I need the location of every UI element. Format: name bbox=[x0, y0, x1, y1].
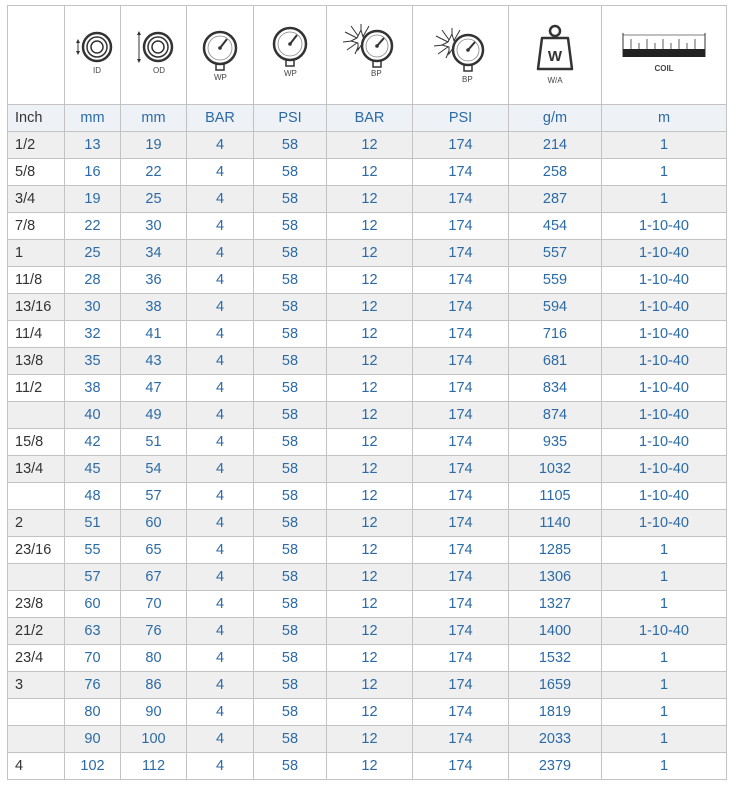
bp-psi-cell: 174 bbox=[413, 591, 509, 618]
inner-diameter-mm-cell: 102 bbox=[65, 753, 121, 780]
inner-diameter-mm-cell: 90 bbox=[65, 726, 121, 753]
bp-psi-cell: 174 bbox=[413, 375, 509, 402]
wp-bar-cell: 4 bbox=[187, 240, 254, 267]
bp-psi-cell: 174 bbox=[413, 645, 509, 672]
inner-diameter-mm-cell: 32 bbox=[65, 321, 121, 348]
weight-gm-cell: 454 bbox=[509, 213, 602, 240]
coil-header bbox=[602, 6, 727, 105]
table-row bbox=[8, 240, 727, 267]
inner-diameter-mm-cell: 40 bbox=[65, 402, 121, 429]
bp-bar-cell: 12 bbox=[327, 672, 413, 699]
table-row bbox=[8, 267, 727, 294]
wp-bar-cell: 4 bbox=[187, 537, 254, 564]
outer-diameter-mm-cell: 43 bbox=[121, 348, 187, 375]
size-inch-cell: 7/8 bbox=[8, 213, 65, 240]
bp-psi-cell: 174 bbox=[413, 699, 509, 726]
coil-length-cell: 1-10-40 bbox=[602, 375, 727, 402]
wp-bar-cell: 4 bbox=[187, 726, 254, 753]
wp-bar-cell: 4 bbox=[187, 699, 254, 726]
wp-psi-cell: 58 bbox=[254, 510, 327, 537]
bp-bar-cell: 12 bbox=[327, 375, 413, 402]
bp-psi-cell: 174 bbox=[413, 294, 509, 321]
wp-bar-cell: 4 bbox=[187, 294, 254, 321]
unit-bp-psi: PSI bbox=[413, 105, 509, 132]
size-inch-cell: 3/4 bbox=[8, 186, 65, 213]
outer-diameter-mm-cell: 49 bbox=[121, 402, 187, 429]
bp-psi-cell: 174 bbox=[413, 186, 509, 213]
wp-bar-label: WP bbox=[214, 73, 227, 82]
bp-psi-cell: 174 bbox=[413, 537, 509, 564]
inner-diameter-mm-cell: 76 bbox=[65, 672, 121, 699]
outer-diameter-mm-cell: 100 bbox=[121, 726, 187, 753]
weight-gm-cell: 1400 bbox=[509, 618, 602, 645]
inner-diameter-mm-cell: 30 bbox=[65, 294, 121, 321]
weight-gm-cell: 1306 bbox=[509, 564, 602, 591]
wp-psi-cell: 58 bbox=[254, 240, 327, 267]
bp-bar-cell: 12 bbox=[327, 186, 413, 213]
outer-diameter-mm-cell: 47 bbox=[121, 375, 187, 402]
size-inch-cell: 21/2 bbox=[8, 618, 65, 645]
weight-gm-cell: 716 bbox=[509, 321, 602, 348]
size-inch-cell: 5/8 bbox=[8, 159, 65, 186]
inner-diameter-mm-cell: 25 bbox=[65, 240, 121, 267]
table-row bbox=[8, 294, 727, 321]
table-row bbox=[8, 159, 727, 186]
outer-diameter-mm-cell: 19 bbox=[121, 132, 187, 159]
size-inch-cell: 11/8 bbox=[8, 267, 65, 294]
wp-bar-cell: 4 bbox=[187, 483, 254, 510]
wp-psi-cell: 58 bbox=[254, 537, 327, 564]
outer-diameter-mm-cell: 38 bbox=[121, 294, 187, 321]
inner-diameter-header bbox=[65, 6, 121, 105]
wp-psi-cell: 58 bbox=[254, 699, 327, 726]
outer-diameter-mm-cell: 54 bbox=[121, 456, 187, 483]
inner-diameter-mm-cell: 22 bbox=[65, 213, 121, 240]
bp-bar-cell: 12 bbox=[327, 402, 413, 429]
table-row bbox=[8, 213, 727, 240]
burst-gauge-icon bbox=[339, 22, 401, 88]
size-inch-cell: 13/8 bbox=[8, 348, 65, 375]
size-inch-cell: 11/2 bbox=[8, 375, 65, 402]
outer-diameter-icon bbox=[129, 25, 179, 85]
weight-gm-cell: 1105 bbox=[509, 483, 602, 510]
size-inch-cell: 23/4 bbox=[8, 645, 65, 672]
weight-icon bbox=[530, 23, 580, 87]
coil-length-cell: 1-10-40 bbox=[602, 510, 727, 537]
outer-diameter-mm-cell: 76 bbox=[121, 618, 187, 645]
bp-bar-cell: 12 bbox=[327, 456, 413, 483]
wp-bar-cell: 4 bbox=[187, 375, 254, 402]
hose-spec-table bbox=[7, 5, 727, 780]
unit-bp-bar: BAR bbox=[327, 105, 413, 132]
bp-psi-cell: 174 bbox=[413, 132, 509, 159]
bp-psi-cell: 174 bbox=[413, 483, 509, 510]
bp-bar-cell: 12 bbox=[327, 645, 413, 672]
coil-length-cell: 1 bbox=[602, 699, 727, 726]
wp-bar-cell: 4 bbox=[187, 456, 254, 483]
table-row bbox=[8, 321, 727, 348]
coil-length-cell: 1-10-40 bbox=[602, 348, 727, 375]
bp-psi-cell: 174 bbox=[413, 321, 509, 348]
outer-diameter-mm-cell: 57 bbox=[121, 483, 187, 510]
outer-diameter-mm-cell: 70 bbox=[121, 591, 187, 618]
coil-length-cell: 1 bbox=[602, 726, 727, 753]
bp-bar-cell: 12 bbox=[327, 537, 413, 564]
table-row bbox=[8, 564, 727, 591]
table-row bbox=[8, 726, 727, 753]
inner-diameter-mm-cell: 13 bbox=[65, 132, 121, 159]
inner-diameter-mm-cell: 60 bbox=[65, 591, 121, 618]
wp-psi-cell: 58 bbox=[254, 456, 327, 483]
wp-psi-cell: 58 bbox=[254, 321, 327, 348]
weight-gm-cell: 681 bbox=[509, 348, 602, 375]
od-label: OD bbox=[152, 66, 165, 75]
outer-diameter-mm-cell: 34 bbox=[121, 240, 187, 267]
outer-diameter-mm-cell: 112 bbox=[121, 753, 187, 780]
size-inch-cell: 13/4 bbox=[8, 456, 65, 483]
coil-length-cell: 1 bbox=[602, 753, 727, 780]
coil-length-cell: 1-10-40 bbox=[602, 267, 727, 294]
inner-diameter-mm-cell: 48 bbox=[65, 483, 121, 510]
wp-psi-cell: 58 bbox=[254, 294, 327, 321]
table-row bbox=[8, 348, 727, 375]
size-inch-cell: 1 bbox=[8, 240, 65, 267]
wp-psi-cell: 58 bbox=[254, 267, 327, 294]
bp-psi-cell: 174 bbox=[413, 672, 509, 699]
weight-gm-cell: 594 bbox=[509, 294, 602, 321]
bp-bar-cell: 12 bbox=[327, 618, 413, 645]
coil-length-cell: 1 bbox=[602, 645, 727, 672]
table-row bbox=[8, 483, 727, 510]
wp-psi-cell: 58 bbox=[254, 618, 327, 645]
size-inch-cell: 23/16 bbox=[8, 537, 65, 564]
bp-bar-cell: 12 bbox=[327, 510, 413, 537]
wp-bar-cell: 4 bbox=[187, 645, 254, 672]
wp-bar-cell: 4 bbox=[187, 564, 254, 591]
coil-ruler-icon bbox=[619, 27, 709, 83]
weight-gm-cell: 258 bbox=[509, 159, 602, 186]
weight-gm-cell: 834 bbox=[509, 375, 602, 402]
inner-diameter-mm-cell: 70 bbox=[65, 645, 121, 672]
wp-bar-cell: 4 bbox=[187, 753, 254, 780]
table-row bbox=[8, 429, 727, 456]
table-row bbox=[8, 537, 727, 564]
weight-gm-cell: 2033 bbox=[509, 726, 602, 753]
unit-wp-psi: PSI bbox=[254, 105, 327, 132]
inner-diameter-icon bbox=[68, 25, 118, 85]
wp-psi-cell: 58 bbox=[254, 726, 327, 753]
outer-diameter-mm-cell: 80 bbox=[121, 645, 187, 672]
coil-length-cell: 1 bbox=[602, 537, 727, 564]
inner-diameter-mm-cell: 51 bbox=[65, 510, 121, 537]
weight-gm-cell: 1532 bbox=[509, 645, 602, 672]
bp-bar-cell: 12 bbox=[327, 564, 413, 591]
outer-diameter-mm-cell: 30 bbox=[121, 213, 187, 240]
unit-wp-bar: BAR bbox=[187, 105, 254, 132]
wp-bar-cell: 4 bbox=[187, 132, 254, 159]
coil-label: COIL bbox=[654, 64, 674, 73]
weight-gm-cell: 1140 bbox=[509, 510, 602, 537]
bp-psi-cell: 174 bbox=[413, 402, 509, 429]
coil-length-cell: 1 bbox=[602, 159, 727, 186]
size-inch-cell: 11/4 bbox=[8, 321, 65, 348]
size-inch-cell: 1/2 bbox=[8, 132, 65, 159]
coil-length-cell: 1-10-40 bbox=[602, 402, 727, 429]
table-row bbox=[8, 672, 727, 699]
size-inch-cell bbox=[8, 699, 65, 726]
inner-diameter-mm-cell: 57 bbox=[65, 564, 121, 591]
outer-diameter-mm-cell: 36 bbox=[121, 267, 187, 294]
weight-glyph: W bbox=[547, 48, 563, 65]
bp-bar-cell: 12 bbox=[327, 159, 413, 186]
wp-psi-cell: 58 bbox=[254, 672, 327, 699]
weight-gm-cell: 2379 bbox=[509, 753, 602, 780]
bp-psi-cell: 174 bbox=[413, 564, 509, 591]
coil-length-cell: 1 bbox=[602, 591, 727, 618]
bp-bar-cell: 12 bbox=[327, 321, 413, 348]
bp-bar-cell: 12 bbox=[327, 294, 413, 321]
coil-length-cell: 1-10-40 bbox=[602, 240, 727, 267]
size-inch-cell bbox=[8, 726, 65, 753]
weight-gm-cell: 1819 bbox=[509, 699, 602, 726]
wp-bar-cell: 4 bbox=[187, 618, 254, 645]
inner-diameter-mm-cell: 28 bbox=[65, 267, 121, 294]
bp-psi-cell: 174 bbox=[413, 213, 509, 240]
coil-length-cell: 1 bbox=[602, 132, 727, 159]
weight-gm-cell: 1659 bbox=[509, 672, 602, 699]
bp-psi-cell: 174 bbox=[413, 267, 509, 294]
size-inch-cell bbox=[8, 402, 65, 429]
bp-bar-cell: 12 bbox=[327, 483, 413, 510]
bp-bar-cell: 12 bbox=[327, 753, 413, 780]
size-inch-cell bbox=[8, 483, 65, 510]
burst-pressure-psi-header bbox=[413, 6, 509, 105]
coil-length-cell: 1-10-40 bbox=[602, 456, 727, 483]
bp-bar-cell: 12 bbox=[327, 591, 413, 618]
coil-length-cell: 1 bbox=[602, 186, 727, 213]
outer-diameter-header bbox=[121, 6, 187, 105]
wp-bar-cell: 4 bbox=[187, 186, 254, 213]
wp-bar-cell: 4 bbox=[187, 348, 254, 375]
wp-bar-cell: 4 bbox=[187, 321, 254, 348]
burst-pressure-bar-header bbox=[327, 6, 413, 105]
size-inch-cell: 15/8 bbox=[8, 429, 65, 456]
coil-length-cell: 1-10-40 bbox=[602, 294, 727, 321]
bp-psi-cell: 174 bbox=[413, 753, 509, 780]
weight-gm-cell: 559 bbox=[509, 267, 602, 294]
bp-psi-cell: 174 bbox=[413, 240, 509, 267]
burst-gauge-icon bbox=[430, 20, 492, 90]
inner-diameter-mm-cell: 55 bbox=[65, 537, 121, 564]
size-inch-cell: 23/8 bbox=[8, 591, 65, 618]
unit-coil: m bbox=[602, 105, 727, 132]
coil-length-cell: 1-10-40 bbox=[602, 618, 727, 645]
wp-psi-cell: 58 bbox=[254, 753, 327, 780]
coil-length-cell: 1-10-40 bbox=[602, 213, 727, 240]
bp-psi-cell: 174 bbox=[413, 510, 509, 537]
blank-header-cell bbox=[8, 6, 65, 105]
table-row bbox=[8, 402, 727, 429]
weight-gm-cell: 1327 bbox=[509, 591, 602, 618]
coil-length-cell: 1-10-40 bbox=[602, 321, 727, 348]
outer-diameter-mm-cell: 67 bbox=[121, 564, 187, 591]
wp-psi-cell: 58 bbox=[254, 402, 327, 429]
unit-inch: Inch bbox=[8, 105, 65, 132]
weight-gm-cell: 557 bbox=[509, 240, 602, 267]
weight-header bbox=[509, 6, 602, 105]
wp-psi-cell: 58 bbox=[254, 375, 327, 402]
wp-bar-cell: 4 bbox=[187, 672, 254, 699]
coil-length-cell: 1-10-40 bbox=[602, 429, 727, 456]
table-row bbox=[8, 699, 727, 726]
weight-gm-cell: 1032 bbox=[509, 456, 602, 483]
bp-psi-label: BP bbox=[461, 75, 473, 84]
size-inch-cell: 3 bbox=[8, 672, 65, 699]
wp-bar-cell: 4 bbox=[187, 213, 254, 240]
weight-gm-cell: 935 bbox=[509, 429, 602, 456]
table-row bbox=[8, 510, 727, 537]
wp-psi-cell: 58 bbox=[254, 645, 327, 672]
table-row bbox=[8, 375, 727, 402]
table-row bbox=[8, 591, 727, 618]
wp-bar-cell: 4 bbox=[187, 429, 254, 456]
bp-bar-cell: 12 bbox=[327, 429, 413, 456]
bp-bar-cell: 12 bbox=[327, 213, 413, 240]
bp-psi-cell: 174 bbox=[413, 429, 509, 456]
bp-bar-cell: 12 bbox=[327, 240, 413, 267]
bp-psi-cell: 174 bbox=[413, 159, 509, 186]
wp-psi-cell: 58 bbox=[254, 564, 327, 591]
bp-bar-cell: 12 bbox=[327, 267, 413, 294]
bp-psi-cell: 174 bbox=[413, 726, 509, 753]
pressure-gauge-icon bbox=[195, 22, 245, 88]
bp-bar-cell: 12 bbox=[327, 132, 413, 159]
wp-bar-cell: 4 bbox=[187, 591, 254, 618]
table-row bbox=[8, 456, 727, 483]
inner-diameter-mm-cell: 38 bbox=[65, 375, 121, 402]
outer-diameter-mm-cell: 60 bbox=[121, 510, 187, 537]
size-inch-cell: 4 bbox=[8, 753, 65, 780]
table-row bbox=[8, 186, 727, 213]
table-row bbox=[8, 132, 727, 159]
outer-diameter-mm-cell: 51 bbox=[121, 429, 187, 456]
size-inch-cell: 2 bbox=[8, 510, 65, 537]
wp-psi-label: WP bbox=[284, 69, 297, 78]
pressure-gauge-icon bbox=[265, 22, 315, 88]
inner-diameter-mm-cell: 45 bbox=[65, 456, 121, 483]
icon-header-row bbox=[8, 6, 727, 105]
inner-diameter-mm-cell: 80 bbox=[65, 699, 121, 726]
bp-psi-cell: 174 bbox=[413, 618, 509, 645]
coil-length-cell: 1 bbox=[602, 564, 727, 591]
weight-gm-cell: 287 bbox=[509, 186, 602, 213]
wp-psi-cell: 58 bbox=[254, 159, 327, 186]
wp-psi-cell: 58 bbox=[254, 186, 327, 213]
bp-psi-cell: 174 bbox=[413, 348, 509, 375]
unit-weight: g/m bbox=[509, 105, 602, 132]
bp-psi-cell: 174 bbox=[413, 456, 509, 483]
size-inch-cell: 13/16 bbox=[8, 294, 65, 321]
inner-diameter-mm-cell: 35 bbox=[65, 348, 121, 375]
weight-gm-cell: 874 bbox=[509, 402, 602, 429]
working-pressure-bar-header bbox=[187, 6, 254, 105]
wp-psi-cell: 58 bbox=[254, 132, 327, 159]
table-row bbox=[8, 618, 727, 645]
unit-od-mm: mm bbox=[121, 105, 187, 132]
unit-id-mm: mm bbox=[65, 105, 121, 132]
wp-psi-cell: 58 bbox=[254, 483, 327, 510]
inner-diameter-mm-cell: 42 bbox=[65, 429, 121, 456]
wp-psi-cell: 58 bbox=[254, 213, 327, 240]
wp-bar-cell: 4 bbox=[187, 159, 254, 186]
outer-diameter-mm-cell: 25 bbox=[121, 186, 187, 213]
coil-length-cell: 1-10-40 bbox=[602, 483, 727, 510]
table-row bbox=[8, 753, 727, 780]
bp-bar-cell: 12 bbox=[327, 699, 413, 726]
outer-diameter-mm-cell: 65 bbox=[121, 537, 187, 564]
outer-diameter-mm-cell: 90 bbox=[121, 699, 187, 726]
wa-label: W/A bbox=[547, 76, 563, 85]
wp-psi-cell: 58 bbox=[254, 591, 327, 618]
wp-bar-cell: 4 bbox=[187, 402, 254, 429]
inner-diameter-mm-cell: 16 bbox=[65, 159, 121, 186]
bp-bar-cell: 12 bbox=[327, 726, 413, 753]
weight-gm-cell: 1285 bbox=[509, 537, 602, 564]
wp-psi-cell: 58 bbox=[254, 429, 327, 456]
outer-diameter-mm-cell: 22 bbox=[121, 159, 187, 186]
coil-length-cell: 1 bbox=[602, 672, 727, 699]
inner-diameter-mm-cell: 19 bbox=[65, 186, 121, 213]
wp-bar-cell: 4 bbox=[187, 267, 254, 294]
wp-bar-cell: 4 bbox=[187, 510, 254, 537]
outer-diameter-mm-cell: 86 bbox=[121, 672, 187, 699]
table-row bbox=[8, 645, 727, 672]
bp-bar-cell: 12 bbox=[327, 348, 413, 375]
outer-diameter-mm-cell: 41 bbox=[121, 321, 187, 348]
unit-header-row bbox=[8, 105, 727, 132]
working-pressure-psi-header bbox=[254, 6, 327, 105]
size-inch-cell bbox=[8, 564, 65, 591]
inner-diameter-mm-cell: 63 bbox=[65, 618, 121, 645]
bp-bar-label: BP bbox=[370, 69, 382, 78]
id-label: ID bbox=[92, 66, 101, 75]
wp-psi-cell: 58 bbox=[254, 348, 327, 375]
weight-gm-cell: 214 bbox=[509, 132, 602, 159]
